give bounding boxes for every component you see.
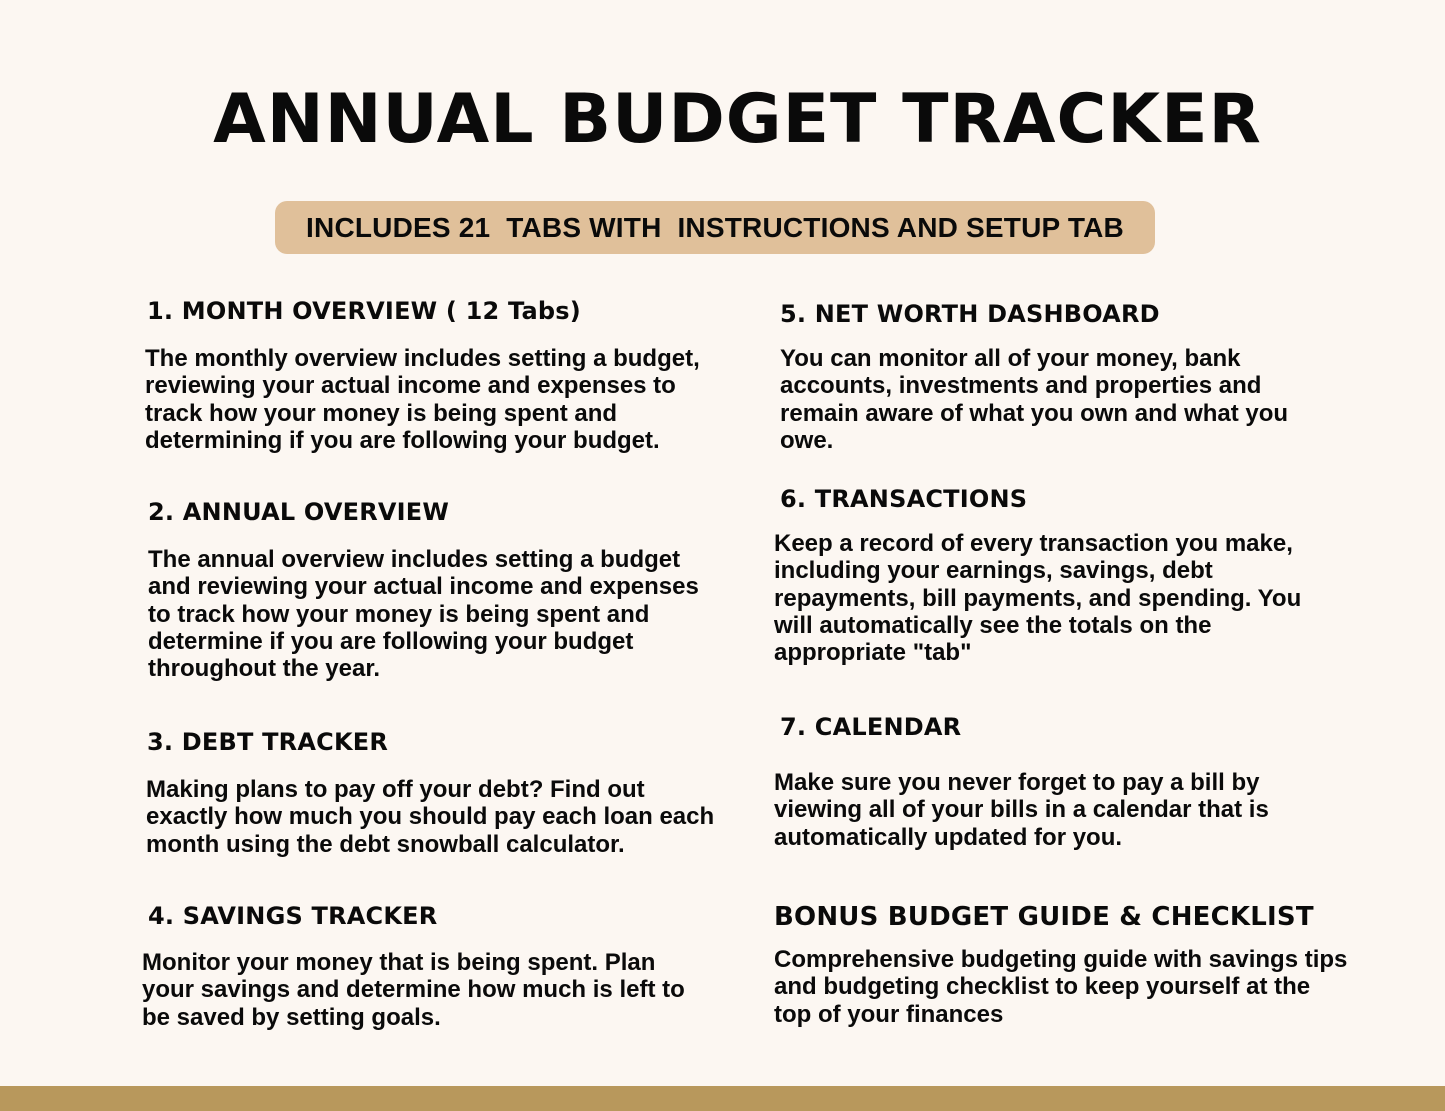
section-heading: 5. NET WORTH DASHBOARD: [780, 300, 1160, 328]
section-heading: 1. MONTH OVERVIEW ( 12 Tabs): [147, 297, 581, 325]
section-description: [145, 345, 700, 454]
description-line: and reviewing your actual income and expenses: [148, 573, 699, 601]
section-savings-tracker: [142, 901, 685, 1031]
section-description: [774, 946, 1347, 1028]
section-description: [148, 546, 699, 682]
description-line: and budgeting checklist to keep yourself at the: [774, 973, 1311, 1001]
section-description: [146, 776, 714, 858]
section-heading: 4. SAVINGS TRACKER: [148, 902, 438, 930]
section-heading: BONUS BUDGET GUIDE & CHECKLIST: [774, 902, 1314, 932]
section-transactions: [774, 484, 1302, 667]
section-heading: 6. TRANSACTIONS: [780, 485, 1028, 513]
section-heading: 2. ANNUAL OVERVIEW: [148, 498, 450, 526]
description-line: track how your money is being spent and: [145, 399, 618, 427]
description-line: appropriate "tab": [774, 639, 972, 667]
description-line: repayments, bill payments, and spending. You: [774, 584, 1302, 612]
section-net-worth-dashboard: [780, 299, 1288, 454]
description-line: Comprehensive budgeting guide with savings tips: [774, 946, 1348, 973]
description-line: determine if you are following your budget: [148, 627, 634, 655]
description-line: be saved by setting goals.: [142, 1003, 441, 1031]
description-line: accounts, investments and properties and: [780, 372, 1262, 400]
section-heading: 7. CALENDAR: [780, 713, 962, 741]
description-line: automatically updated for you.: [774, 823, 1123, 851]
description-line: Make sure you never forget to pay a bill by: [774, 769, 1260, 796]
description-line: Keep a record of every transaction you make,: [774, 530, 1293, 557]
description-line: owe.: [780, 426, 834, 454]
tabs-count-badge: INCLUDES 21 TABS WITH INSTRUCTIONS AND SETUP TAB: [275, 201, 1155, 254]
section-calendar: [774, 712, 1269, 851]
section-debt-tracker: [147, 727, 714, 858]
footer-accent-bar: [0, 1086, 1445, 1111]
page-title: ANNUAL BUDGET TRACKER: [213, 80, 1262, 159]
section-annual-overview: [148, 497, 699, 682]
description-line: throughout the year.: [148, 655, 381, 683]
description-line: to track how your money is being spent and: [148, 600, 650, 628]
description-line: The monthly overview includes setting a budget,: [145, 345, 700, 372]
section-description: [774, 530, 1301, 666]
description-line: including your earnings, savings, debt: [774, 557, 1213, 585]
description-line: will automatically see the totals on the: [774, 611, 1212, 639]
description-line: exactly how much you should pay each loan each: [146, 803, 715, 831]
description-line: Making plans to pay off your debt? Find out: [146, 776, 645, 803]
description-line: top of your finances: [774, 1000, 1004, 1028]
description-line: The annual overview includes setting a budget: [148, 546, 681, 573]
description-line: your savings and determine how much is left to: [142, 976, 685, 1004]
section-month-overview: [147, 296, 700, 454]
section-bonus-guide: [774, 902, 1347, 1028]
description-line: remain aware of what you own and what you: [780, 399, 1289, 427]
description-line: You can monitor all of your money, bank: [780, 345, 1241, 372]
section-description: [142, 949, 685, 1031]
section-heading: 3. DEBT TRACKER: [147, 728, 389, 756]
description-line: reviewing your actual income and expenses to: [145, 372, 676, 400]
section-description: [780, 345, 1288, 454]
description-line: determining if you are following your budget.: [145, 426, 660, 454]
section-description: [774, 769, 1269, 851]
description-line: viewing all of your bills in a calendar that is: [774, 796, 1269, 824]
description-line: month using the debt snowball calculator.: [146, 830, 625, 858]
description-line: Monitor your money that is being spent. Plan: [142, 949, 656, 976]
